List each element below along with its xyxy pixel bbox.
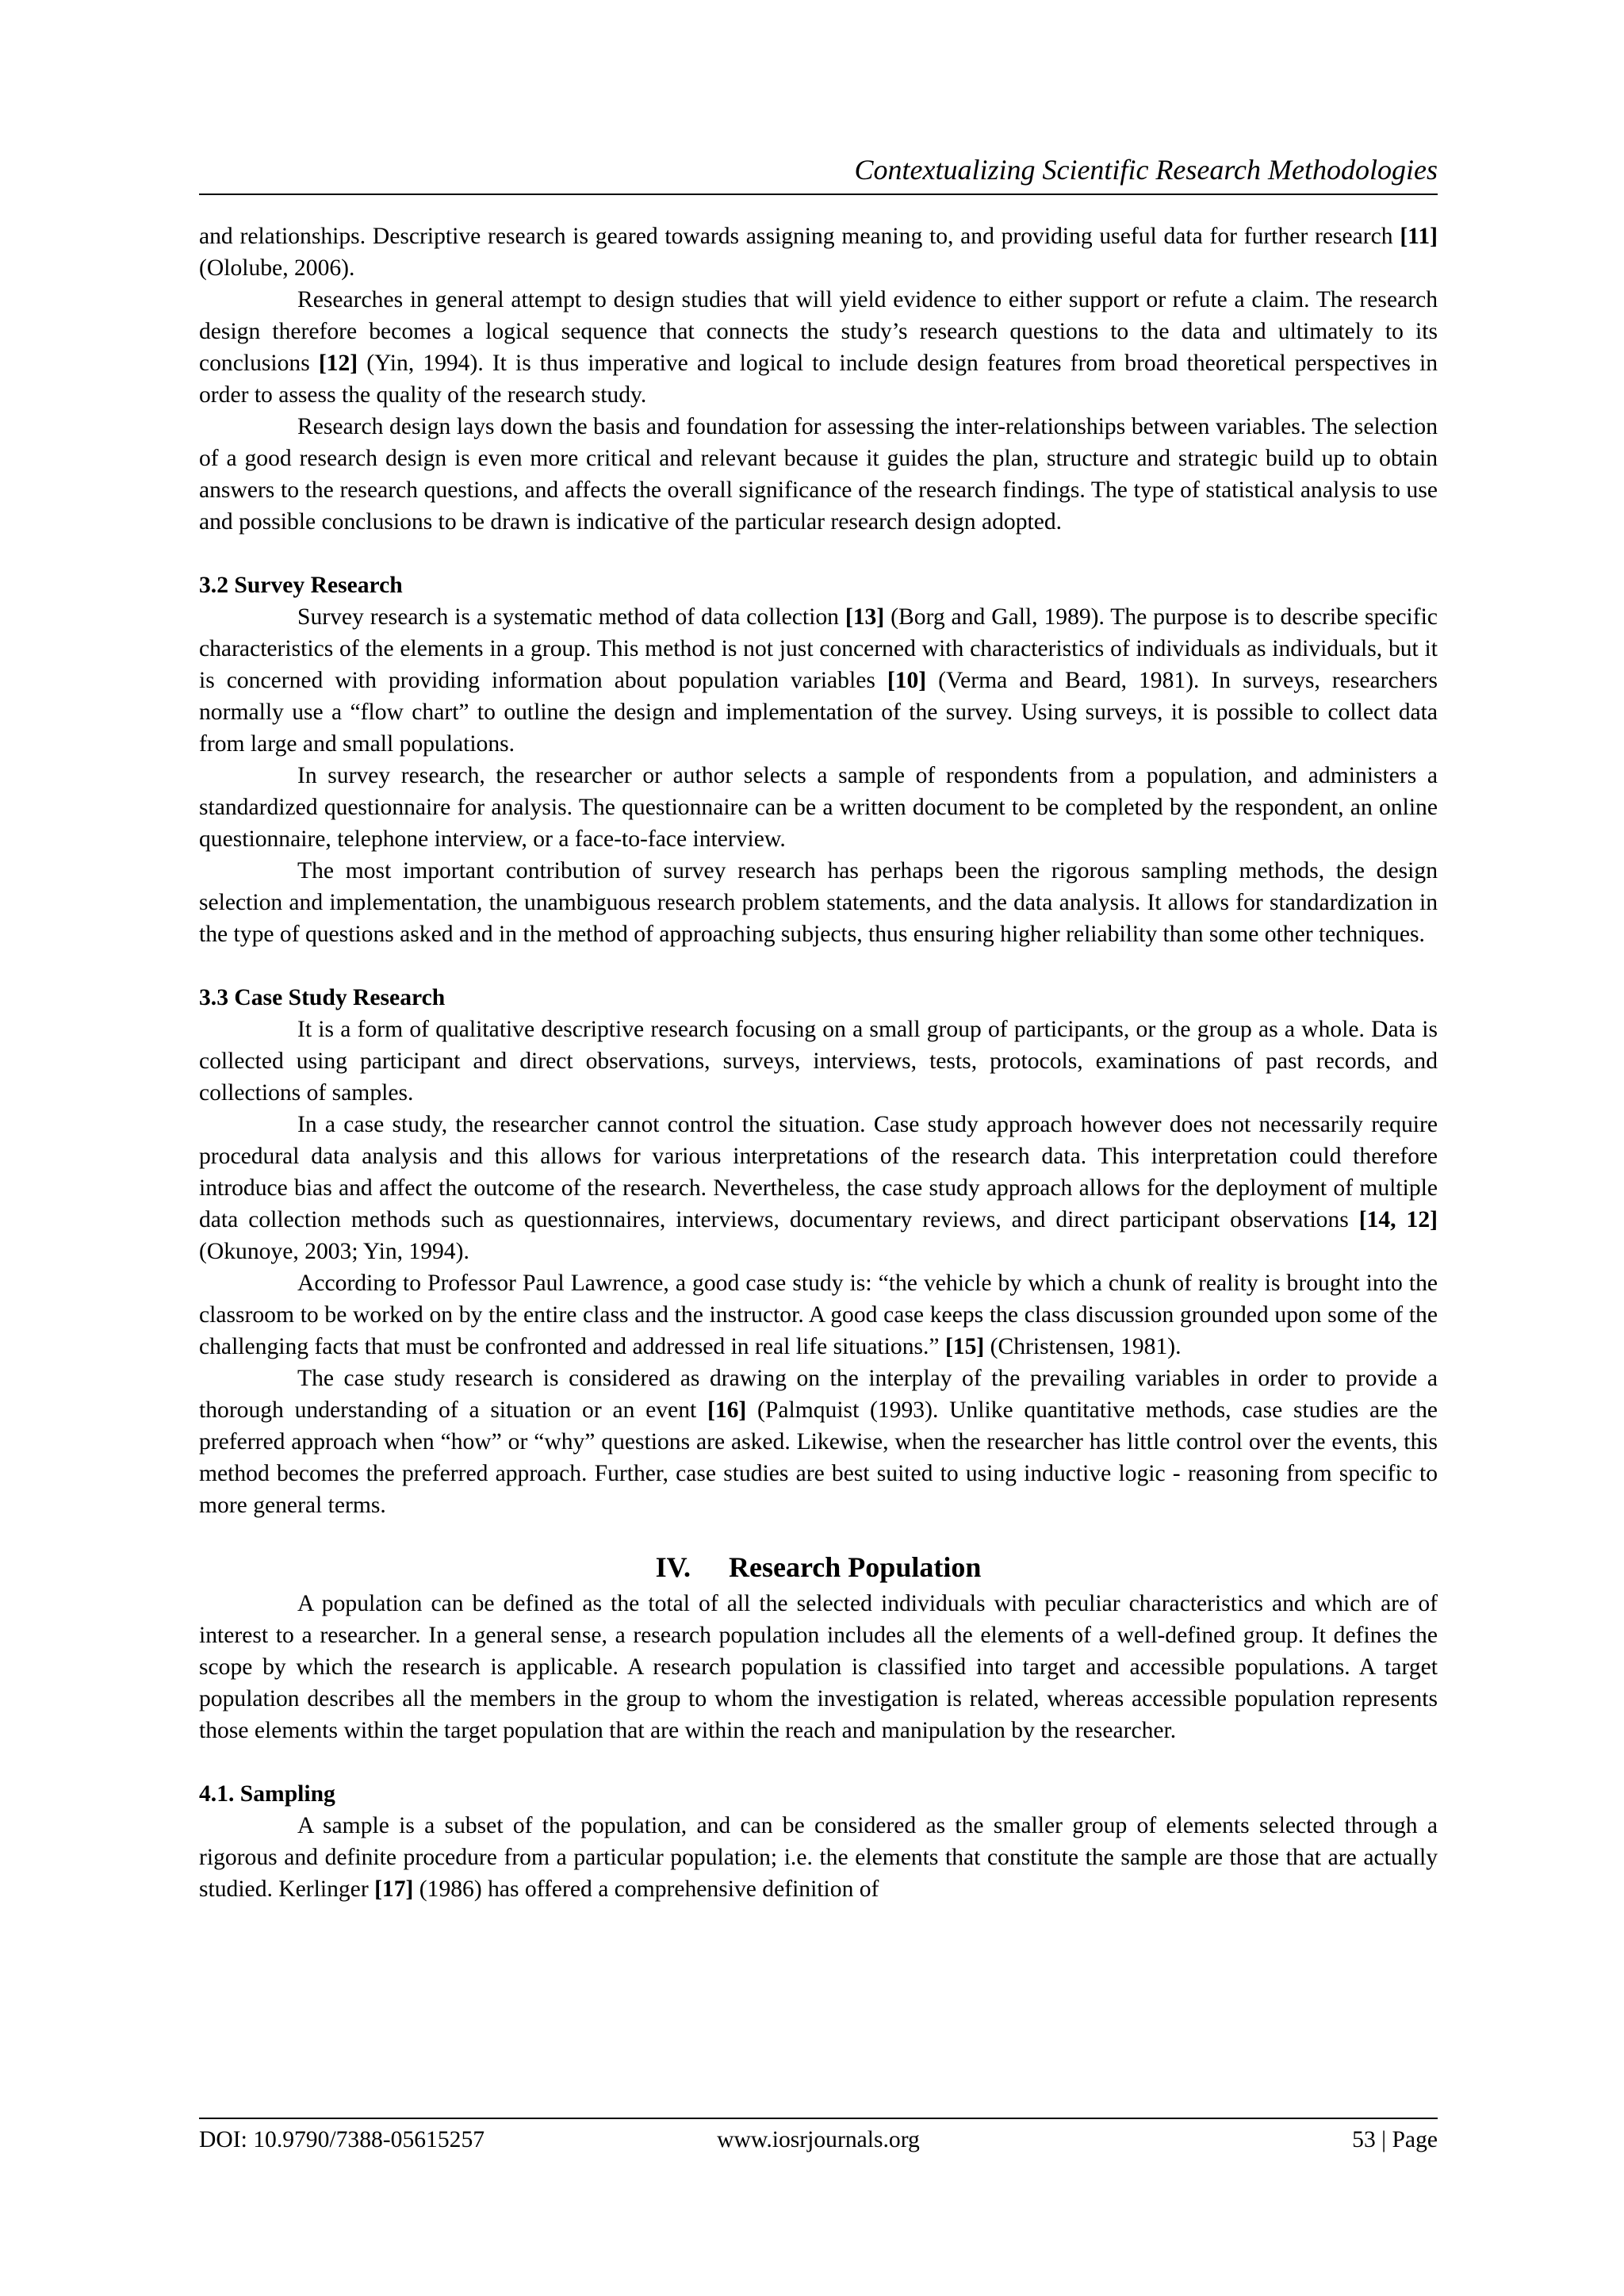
citation-16: [16] (707, 1397, 747, 1423)
paragraph-9 (199, 1267, 1438, 1363)
chapter-number: IV. (655, 1551, 691, 1583)
paragraph-3: Research design lays down the basis and foundation for assessing the inter-relationships between variables. The selection of a good research design is even more critical and relevant because it guides the plan, structure and strategic build up to obtain answers to the research questions, and affects the overall significance of the research findings. The type of statistical analysis to use and possible conclusions to be drawn is indicative of the particular research design adopted. (199, 414, 1438, 535)
text-run: In a case study, the researcher cannot control the situation. Case study approach however does not necessarily require procedural data analysis and this allows for various interpretations of the research data. This interpretation could therefore introduce bias and affect the outcome of the research. Nevertheless, the case study approach allows for the deployment of multiple data collection methods such as questionnaires, interviews, documentary reviews, and direct participant observations (199, 1112, 1438, 1232)
paragraph-11: A population can be defined as the total of all the selected individuals with peculiar characteristics and which are of interest to a researcher. In a general sense, a research population includes all the elements of a well-defined group. It defines the scope by which the research is applicable. A research population is classified into target and accessible populations. A target population describes all the members in the group to whom the investigation is related, whereas accessible population represents those elements within the target population that are within the reach and manipulation by the researcher. (199, 1591, 1438, 1743)
spacer (199, 950, 1438, 982)
paragraph-6: The most important contribution of survey research has perhaps been the rigorous sampling methods, the design selection and implementation, the unambiguous research problem statements, and the data analysis. It allows for standardization in the type of questions asked and in the method of approaching subjects, thus ensuring higher reliability than some other techniques. (199, 858, 1438, 947)
text-run: and relationships. Descriptive research is geared towards assigning meaning to, and providing useful data for further research (199, 224, 1400, 249)
text-run: According to Professor Paul Lawrence, a good case study is: “the vehicle by which a chunk of reality is brought into the classroom to be worked on by the entire class and the instructor. A good case keeps the class discussion grounded upon some of the challenging facts that must be confronted and addressed in real life situations.” (199, 1271, 1438, 1359)
paragraph-12 (199, 1810, 1438, 1905)
paragraph-7: It is a form of qualitative descriptive research focusing on a small group of participants, or the group as a whole. Data is collected using participant and direct observations, surveys, interviews, tests, protocols, examinations of past records, and collections of samples. (199, 1017, 1438, 1106)
paragraph-1 (199, 220, 1438, 284)
section-heading-3-3: 3.3 Case Study Research (199, 985, 446, 1010)
text-run: (Verma and Beard, 1981). In surveys, researchers normally use a “flow chart” to outline the design and implementation of the survey. Using surveys, it is possible to collect data from large and small populations. (199, 668, 1438, 757)
paragraph-2 (199, 284, 1438, 411)
header-rule (199, 194, 1438, 195)
paragraph-4 (199, 601, 1438, 760)
text-run: Survey research is a systematic method of data collection (297, 604, 845, 630)
text-run: A sample is a subset of the population, and can be considered as the smaller group of elements selected through a rigorous and definite procedure from a particular population; i.e. the elements that constitute the sample are those that are actually studied. Kerlinger (199, 1813, 1438, 1902)
footer-doi: DOI: 10.9790/7388-05615257 (199, 2127, 485, 2152)
chapter-title: Research Population (729, 1551, 982, 1583)
citation-15: [15] (944, 1334, 985, 1359)
body-text (199, 220, 1438, 1905)
text-run: (Ololube, 2006). (199, 255, 355, 281)
paragraph-8 (199, 1109, 1438, 1267)
text-run: The case study research is considered as drawing on the interplay of the prevailing variables in order to provide a thorough understanding of a situation or an event (199, 1366, 1438, 1423)
citation-12: [12] (318, 351, 358, 376)
text-run: (Christensen, 1981). (984, 1334, 1182, 1359)
running-header-title: Contextualizing Scientific Research Methodologies (854, 154, 1438, 186)
spacer (199, 1746, 1438, 1778)
citation-17: [17] (374, 1876, 414, 1902)
text-run: (Okunoye, 2003; Yin, 1994). (199, 1239, 469, 1264)
footer-website-link[interactable]: www.iosrjournals.org (717, 2127, 920, 2152)
citation-14-12: [14, 12] (1358, 1207, 1438, 1232)
section-heading-4-1: 4.1. Sampling (199, 1781, 335, 1807)
chapter-heading-iv (199, 1521, 1438, 1588)
text-run: (1986) has offered a comprehensive definition of (413, 1876, 879, 1902)
text-run: (Palmquist (1993). Unlike quantitative methods, case studies are the preferred approach when “how” or “why” questions are asked. Likewise, when the researcher has little control over the events, this method becomes the preferred approach. Further, case studies are best suited to using inductive logic - reasoning from specific to more general terms. (199, 1397, 1438, 1518)
footer-page-number: 53 | Page (1352, 2127, 1438, 2152)
text-run: Researches in general attempt to design studies that will yield evidence to either support or refute a claim. The research design therefore becomes a logical sequence that connects the study’s research questions to the data and ultimately to its conclusions (199, 287, 1438, 376)
text-run: (Yin, 1994). It is thus imperative and logical to include design features from broad theoretical perspectives in order to assess the quality of the research study. (199, 351, 1438, 408)
citation-11: [11] (1400, 224, 1438, 249)
paragraph-10 (199, 1363, 1438, 1521)
paragraph-5: In survey research, the researcher or author selects a sample of respondents from a population, and administers a standardized questionnaire for analysis. The questionnaire can be a written document to be completed by the respondent, an online questionnaire, telephone interview, or a face-to-face interview. (199, 763, 1438, 852)
citation-10: [10] (887, 668, 927, 693)
text-run: (Borg and Gall, 1989). The purpose is to describe specific characteristics of the elements in a group. This method is not just concerned with characteristics of individuals as individuals, but it is concerned with providing information about population variables (199, 604, 1438, 693)
spacer (199, 538, 1438, 569)
footer-rule (199, 2118, 1438, 2119)
citation-13: [13] (845, 604, 885, 630)
section-heading-3-2: 3.2 Survey Research (199, 573, 403, 598)
